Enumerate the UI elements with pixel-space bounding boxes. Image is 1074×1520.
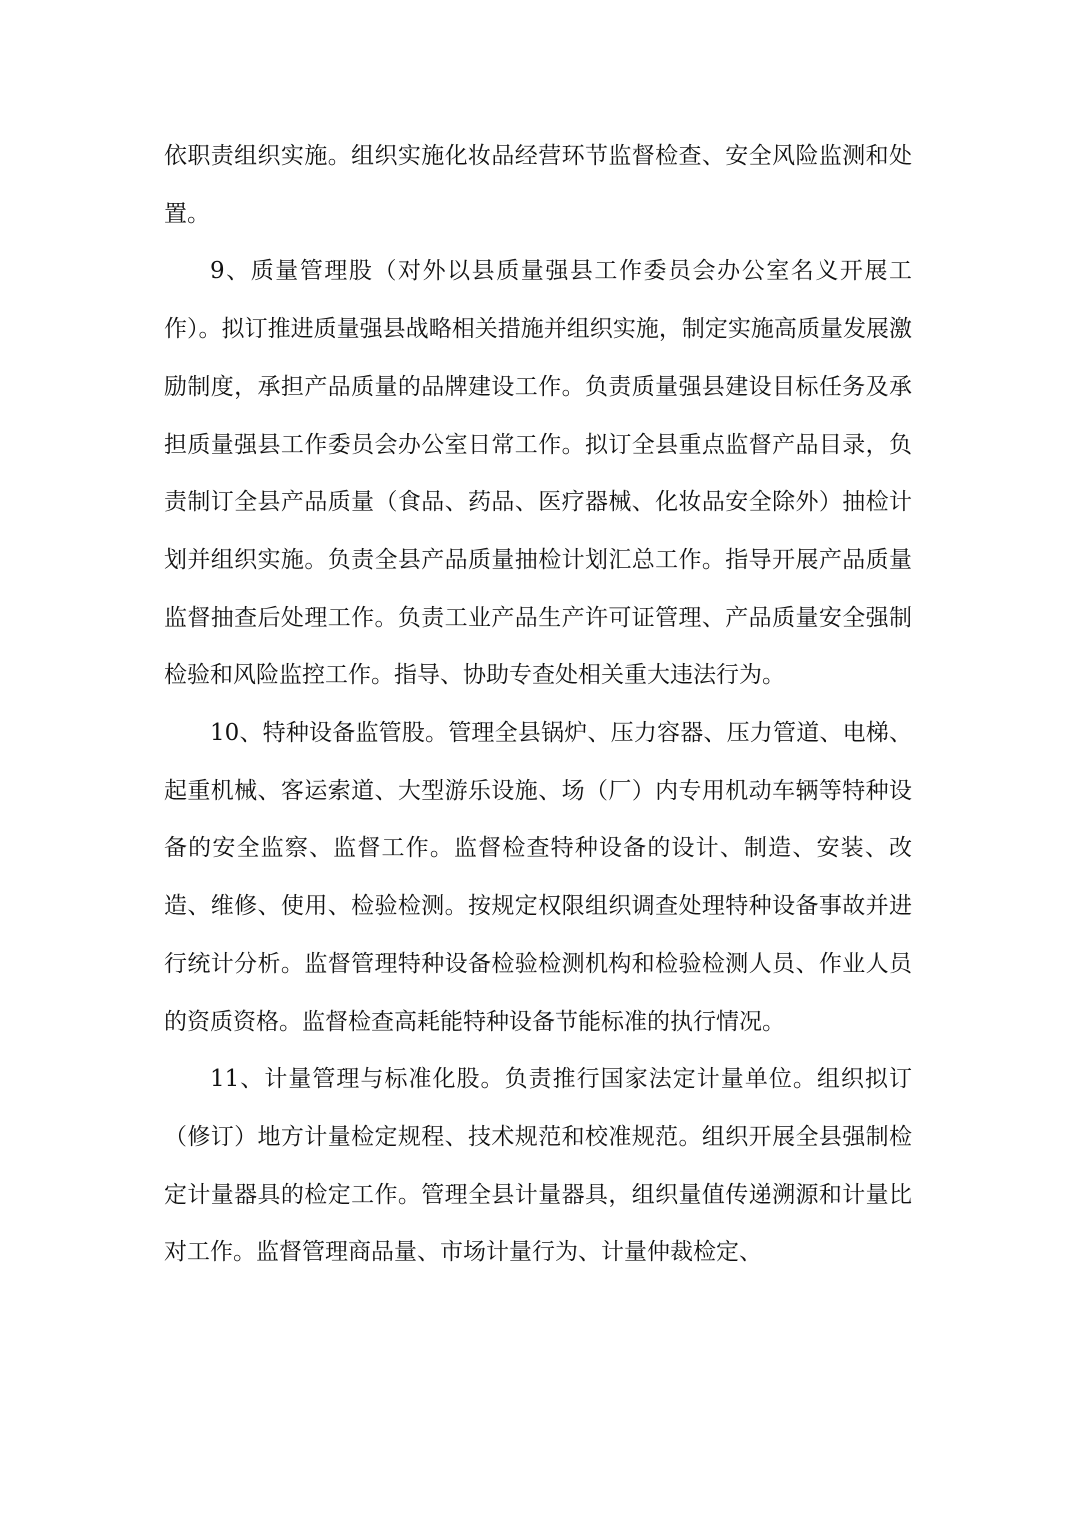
paragraph-continuation: 依职责组织实施。组织实施化妆品经营环节监督检查、安全风险监测和处置。 [164, 143, 912, 227]
paragraph-item-9: 9、质量管理股（对外以县质量强县工作委员会办公室名义开展工作）。拟订推进质量强县战略相关措施并组织实施，制定实施高质量发展激励制度，承担产品质量的品牌建设工作。负责质量强县建设目标任务及承担质量强县工作委员会办公室日常工作。拟订全县重点监督产品目录，负责制订全县产品质量（食品、药品、医疗器械、化妆品安全除外）抽检计划并组织实施。负责全县产品质量抽检计划汇总工作。指导开展产品质量监督抽查后处理工作。负责工业产品生产许可证管理、产品质量安全强制检验和风险监控工作。指导、协助专查处相关重大违法行为。 [164, 258, 912, 689]
document-page [164, 128, 912, 1282]
paragraph-item-11: 11、计量管理与标准化股。负责推行国家法定计量单位。组织拟订（修订）地方计量检定规程、技术规范和校准规范。组织开展全县强制检定计量器具的检定工作。管理全县计量器具，组织量值传递溯源和计量比对工作。监督管理商品量、市场计量行为、计量仲裁检定、 [164, 1066, 912, 1266]
paragraph-item-10: 10、特种设备监管股。管理全县锅炉、压力容器、压力管道、电梯、起重机械、客运索道、大型游乐设施、场（厂）内专用机动车辆等特种设备的安全监察、监督工作。监督检查特种设备的设计、制造、安装、改造、维修、使用、检验检测。按规定权限组织调查处理特种设备事故并进行统计分析。监督管理特种设备检验检测机构和检验检测人员、作业人员的资质资格。监督检查高耗能特种设备节能标准的执行情况。 [164, 720, 912, 1035]
